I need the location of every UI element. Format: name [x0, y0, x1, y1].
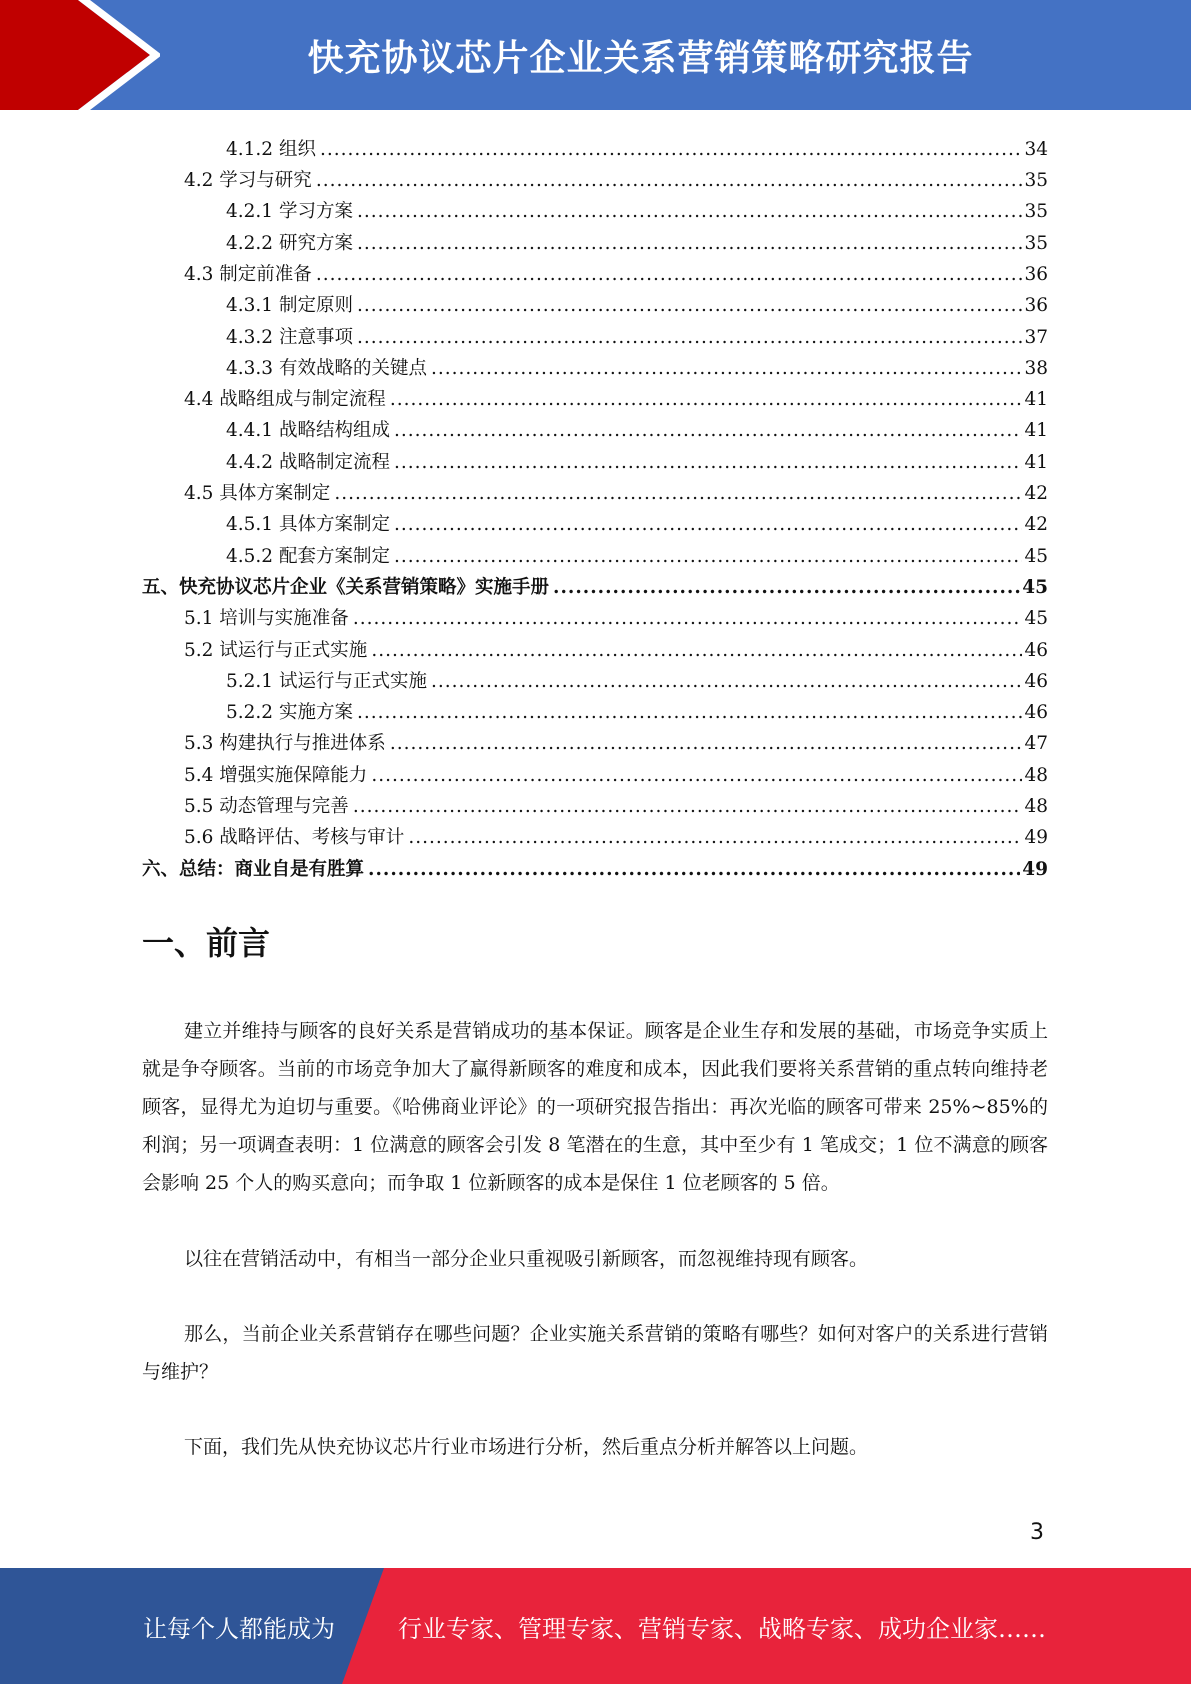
toc-entry-page: 41 [1024, 420, 1048, 442]
page-number: 3 [1030, 1520, 1044, 1545]
toc-entry-label: 4.1.2 组织 [226, 138, 316, 160]
toc-entry-page: 36 [1024, 263, 1048, 285]
paragraph: 建立并维持与顾客的良好关系是营销成功的基本保证。顾客是企业生存和发展的基础，市场竞争实质上就是争夺顾客。当前的市场竞争加大了赢得新顾客的难度和成本，因此我们要将关系营销的重点转向维持老顾客，显得尤为迫切与重要。《哈佛商业评论》的一项研究报告指出：再次光临的顾客可带来 25%~85%的利润；另一项调查表明：1 位满意的顾客会引发 8 笔潜在的生意，其中至少有 1 笔成交；1 位不满意的顾客会影响 25 个人的购买意向；而争取 1 位新顾客的成本是保住 1 位老顾客的 5 倍。 [142, 1020, 1048, 1194]
toc-leader-dots [357, 235, 1023, 254]
toc-entry[interactable] [142, 817, 1048, 848]
toc-entry[interactable] [142, 723, 1048, 754]
toc-entry-label: 4.5.2 配套方案制定 [226, 545, 390, 567]
toc-entry-page: 49 [1024, 827, 1048, 849]
toc-leader-dots [394, 548, 1022, 567]
toc-entry-label: 5.2.2 实施方案 [226, 702, 353, 724]
toc-leader-dots [390, 391, 1023, 410]
toc-entry-page: 48 [1024, 764, 1048, 786]
toc-entry-label: 4.3.2 注意事项 [226, 326, 353, 348]
toc-leader-dots [357, 203, 1023, 222]
report-title: 快充协议芯片企业关系营销策略研究报告 [307, 37, 974, 79]
toc-leader-dots [390, 735, 1023, 754]
toc-entry-label: 5.2 试运行与正式实施 [184, 639, 368, 661]
toc-leader-dots [394, 422, 1022, 441]
toc-leader-dots [408, 829, 1022, 848]
toc-entry[interactable] [142, 848, 1048, 879]
footer-slogan-right: 行业专家、管理专家、营销专家、战略专家、成功企业家…… [398, 1614, 1046, 1643]
section-body [142, 1012, 1048, 1466]
toc-entry-page: 37 [1024, 326, 1048, 348]
toc-entry-page: 42 [1024, 514, 1048, 536]
toc-entry-page: 42 [1024, 483, 1048, 505]
toc-entry-label: 4.2 学习与研究 [184, 170, 312, 192]
toc-entry[interactable] [142, 472, 1048, 503]
toc-entry[interactable] [142, 691, 1048, 722]
toc-entry[interactable] [142, 504, 1048, 535]
toc-entry-page: 35 [1024, 201, 1048, 223]
toc-entry-label: 4.3.3 有效战略的关键点 [226, 357, 427, 379]
toc-entry-label: 4.4.1 战略结构组成 [226, 420, 390, 442]
toc-entry[interactable] [142, 191, 1048, 222]
table-of-contents [142, 128, 1048, 879]
toc-entry-label: 5.2.1 试运行与正式实施 [226, 670, 427, 692]
toc-leader-dots [371, 767, 1022, 786]
toc-entry[interactable] [142, 284, 1048, 315]
toc-entry[interactable] [142, 535, 1048, 566]
toc-entry-page: 41 [1024, 451, 1048, 473]
toc-leader-dots [357, 297, 1023, 316]
toc-entry[interactable] [142, 378, 1048, 409]
toc-entry[interactable] [142, 441, 1048, 472]
toc-entry-label: 4.3.1 制定原则 [226, 295, 353, 317]
toc-leader-dots [353, 610, 1023, 629]
toc-entry-page: 38 [1024, 357, 1048, 379]
toc-entry-page: 35 [1024, 170, 1048, 192]
toc-entry[interactable] [142, 566, 1048, 597]
toc-entry[interactable] [142, 410, 1048, 441]
toc-leader-dots [431, 360, 1022, 379]
toc-entry-page: 35 [1024, 232, 1048, 254]
toc-leader-dots [357, 329, 1023, 348]
toc-leader-dots [320, 141, 1023, 160]
toc-leader-dots [316, 266, 1023, 285]
toc-leader-dots [334, 485, 1022, 504]
toc-leader-dots [394, 516, 1022, 535]
toc-entry-page: 34 [1024, 138, 1048, 160]
toc-leader-dots [553, 579, 1020, 598]
toc-entry[interactable] [142, 159, 1048, 190]
toc-entry-page: 41 [1024, 389, 1048, 411]
toc-entry[interactable] [142, 660, 1048, 691]
toc-entry[interactable] [142, 347, 1048, 378]
toc-entry[interactable] [142, 629, 1048, 660]
section-heading: 一、前言 [142, 924, 271, 962]
toc-entry-page: 46 [1024, 639, 1048, 661]
paragraph: 下面，我们先从快充协议芯片行业市场进行分析，然后重点分析并解答以上问题。 [184, 1436, 869, 1458]
toc-entry-label: 4.2.1 学习方案 [226, 201, 353, 223]
toc-entry-label: 六、总结：商业自是有胜算 [142, 858, 365, 880]
toc-entry[interactable] [142, 253, 1048, 284]
header-banner [0, 0, 1191, 110]
toc-entry-label: 4.5 具体方案制定 [184, 483, 331, 505]
paragraph: 以往在营销活动中，有相当一部分企业只重视吸引新顾客，而忽视维持现有顾客。 [184, 1248, 869, 1270]
toc-leader-dots [394, 454, 1022, 473]
toc-leader-dots [353, 798, 1023, 817]
toc-entry[interactable] [142, 316, 1048, 347]
toc-entry-label: 5.3 构建执行与推进体系 [184, 733, 386, 755]
toc-entry-page: 49 [1022, 858, 1048, 880]
toc-entry-page: 48 [1024, 796, 1048, 818]
toc-entry-page: 36 [1024, 295, 1048, 317]
toc-entry[interactable] [142, 222, 1048, 253]
toc-entry-label: 5.1 培训与实施准备 [184, 608, 349, 630]
toc-entry-label: 4.5.1 具体方案制定 [226, 514, 390, 536]
chevron-arrow-icon [0, 0, 160, 110]
toc-entry-page: 46 [1024, 702, 1048, 724]
toc-entry-label: 4.3 制定前准备 [184, 263, 312, 285]
toc-entry-label: 五、快充协议芯片企业《关系营销策略》实施手册 [142, 576, 550, 598]
toc-leader-dots [431, 673, 1022, 692]
toc-entry-label: 5.6 战略评估、考核与审计 [184, 827, 405, 849]
toc-entry-page: 45 [1024, 545, 1048, 567]
paragraph: 那么，当前企业关系营销存在哪些问题？企业实施关系营销的策略有哪些？如何对客户的关系进行营销与维护？ [142, 1323, 1048, 1383]
toc-entry-page: 46 [1024, 670, 1048, 692]
toc-entry-label: 5.5 动态管理与完善 [184, 796, 349, 818]
toc-leader-dots [357, 704, 1023, 723]
toc-entry-page: 47 [1024, 733, 1048, 755]
toc-entry-label: 4.4.2 战略制定流程 [226, 451, 390, 473]
toc-entry-label: 5.4 增强实施保障能力 [184, 764, 368, 786]
toc-entry-label: 4.4 战略组成与制定流程 [184, 389, 386, 411]
toc-entry[interactable] [142, 785, 1048, 816]
toc-entry[interactable] [142, 754, 1048, 785]
toc-entry[interactable] [142, 597, 1048, 628]
toc-leader-dots [371, 642, 1022, 661]
footer-banner [0, 1568, 1191, 1684]
toc-leader-dots [368, 861, 1020, 880]
toc-entry-page: 45 [1024, 608, 1048, 630]
toc-entry-page: 45 [1022, 576, 1048, 598]
toc-entry[interactable] [142, 128, 1048, 159]
toc-entry-label: 4.2.2 研究方案 [226, 232, 353, 254]
toc-leader-dots [316, 172, 1023, 191]
footer-slogan-left: 让每个人都能成为 [143, 1614, 335, 1643]
